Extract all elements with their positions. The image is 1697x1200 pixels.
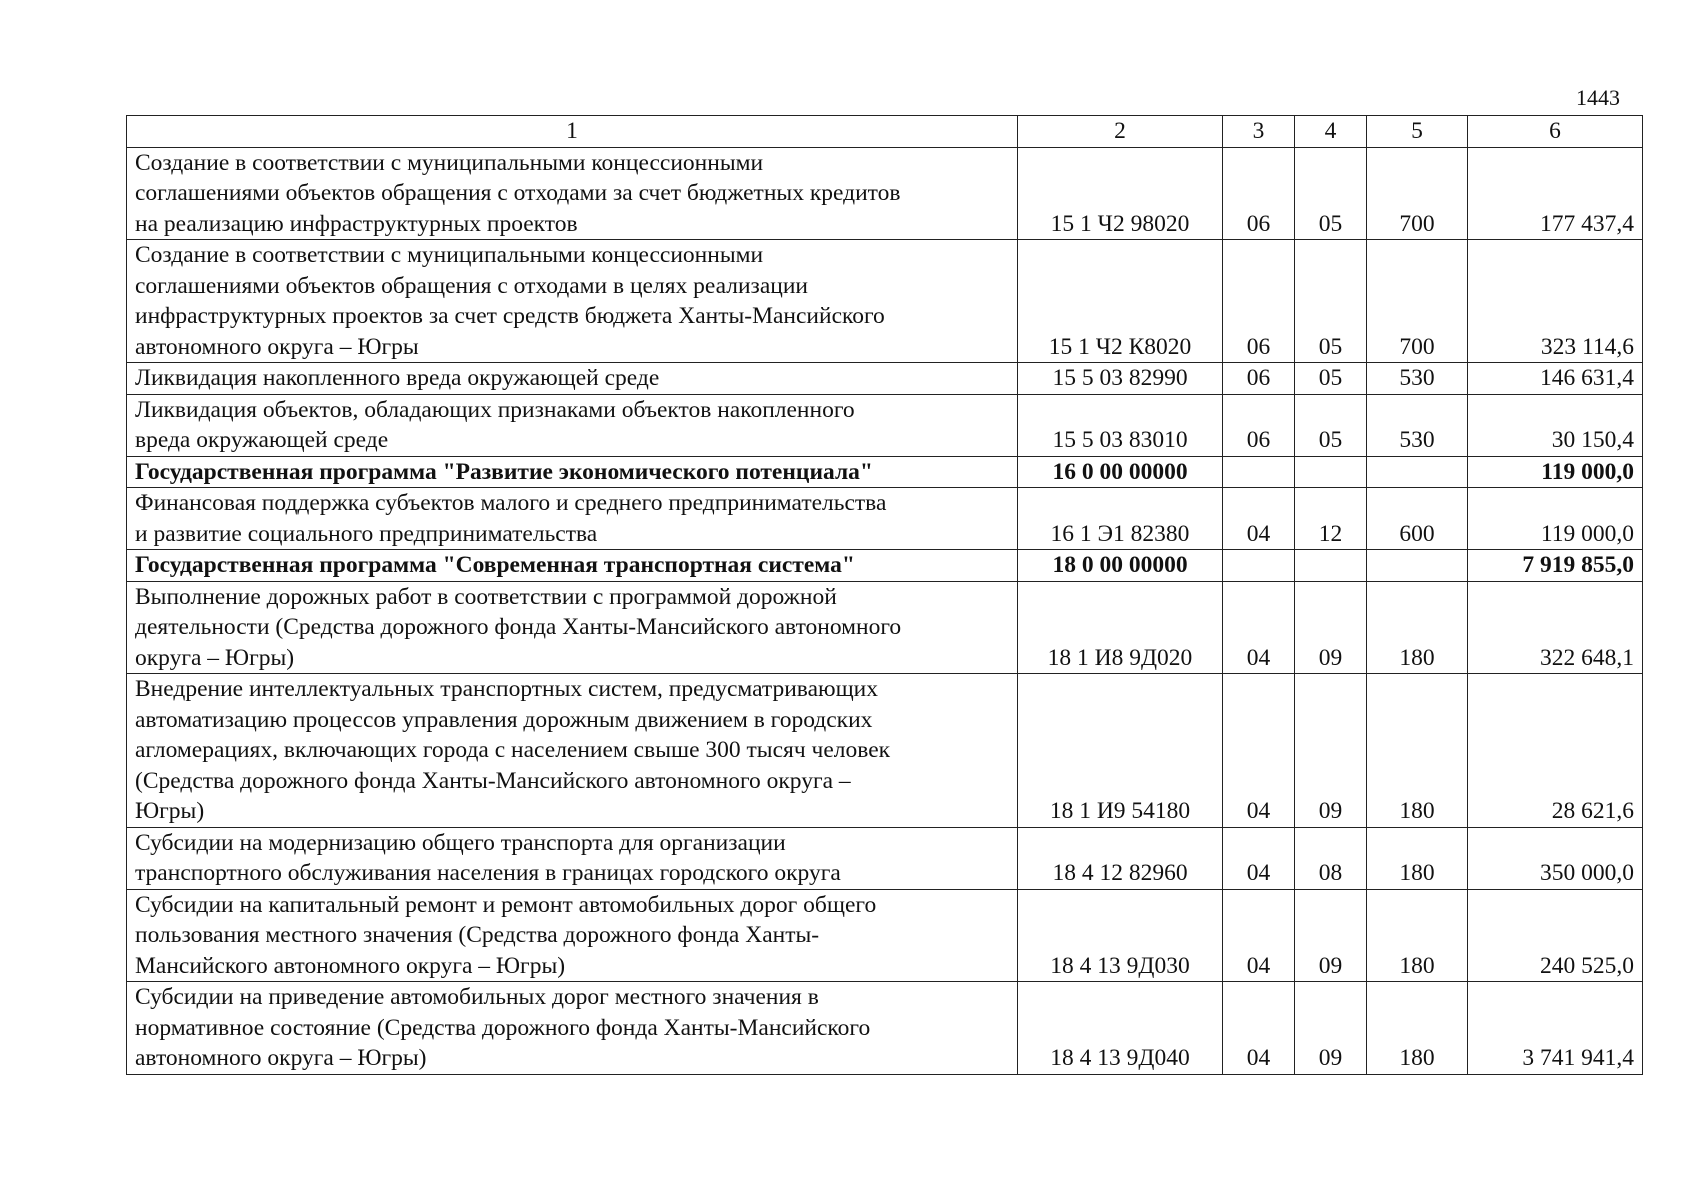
description-line: агломерациях, включающих города с населением свыше 300 тысяч человек	[135, 737, 891, 763]
subsection-code	[1295, 456, 1367, 488]
program-title: Государственная программа "Развитие экономического потенциала"	[135, 458, 873, 485]
table-row	[127, 488, 1643, 550]
expense-type-code: 180	[1367, 889, 1468, 982]
target-article-code: 18 0 00 00000	[1018, 550, 1223, 582]
section-code	[1223, 456, 1295, 488]
target-article-code: 18 4 12 82960	[1018, 827, 1223, 889]
description-line: Внедрение интеллектуальных транспортных систем, предусматривающих	[135, 676, 879, 702]
description-line: автоматизацию процессов управления дорожным движением в городских	[135, 706, 873, 733]
expense-type-code: 180	[1367, 982, 1468, 1075]
description-line: деятельности (Средства дорожного фонда Ханты-Мансийского автономного	[135, 614, 902, 640]
description-line: пользования местного значения (Средства дорожного фонда Ханты-	[135, 922, 820, 948]
amount: 240 525,0	[1468, 889, 1643, 982]
subsection-code: 05	[1295, 363, 1367, 395]
description-line: Югры)	[135, 798, 205, 824]
expense-type-code: 180	[1367, 674, 1468, 828]
description-line: соглашениями объектов обращения с отходами за счет бюджетных кредитов	[135, 180, 901, 206]
target-article-code: 15 5 03 82990	[1018, 363, 1223, 395]
amount: 3 741 941,4	[1468, 982, 1643, 1075]
expense-type-code: 180	[1367, 827, 1468, 889]
table-row	[127, 674, 1643, 828]
amount: 350 000,0	[1468, 827, 1643, 889]
expense-type-code: 530	[1367, 394, 1468, 456]
section-code: 06	[1223, 394, 1295, 456]
expense-type-code: 700	[1367, 240, 1468, 363]
target-article-code: 18 4 13 9Д030	[1018, 889, 1223, 982]
target-article-code: 18 1 И9 54180	[1018, 674, 1223, 828]
target-article-code: 18 1 И8 9Д020	[1018, 581, 1223, 674]
amount: 322 648,1	[1468, 581, 1643, 674]
column-number: 5	[1367, 116, 1468, 148]
table-row	[127, 827, 1643, 889]
table-row	[127, 240, 1643, 363]
subsection-code: 05	[1295, 240, 1367, 363]
description-cell	[127, 889, 1018, 982]
table-row	[127, 982, 1643, 1075]
section-code: 04	[1223, 488, 1295, 550]
subsection-code: 05	[1295, 147, 1367, 240]
expense-type-code	[1367, 550, 1468, 582]
amount: 323 114,6	[1468, 240, 1643, 363]
description-cell	[127, 982, 1018, 1075]
column-number: 2	[1018, 116, 1223, 148]
section-code: 04	[1223, 581, 1295, 674]
target-article-code: 15 5 03 83010	[1018, 394, 1223, 456]
description-cell	[127, 394, 1018, 456]
description-cell	[127, 363, 1018, 395]
program-total-row	[127, 456, 1643, 488]
column-number: 4	[1295, 116, 1367, 148]
target-article-code: 16 0 00 00000	[1018, 456, 1223, 488]
description-line: Создание в соответствии с муниципальными концессионными	[135, 242, 764, 268]
amount: 28 621,6	[1468, 674, 1643, 828]
section-code: 04	[1223, 889, 1295, 982]
description-line: и развитие социального предпринимательства	[135, 520, 598, 547]
column-number: 1	[127, 116, 1018, 148]
description-line: Субсидии на капитальный ремонт и ремонт автомобильных дорог общего	[135, 891, 877, 918]
description-line: автономного округа – Югры)	[135, 1045, 427, 1071]
description-cell	[127, 456, 1018, 488]
section-code	[1223, 550, 1295, 582]
expense-type-code: 180	[1367, 581, 1468, 674]
table-row	[127, 147, 1643, 240]
amount: 119 000,0	[1468, 488, 1643, 550]
description-line: Субсидии на модернизацию общего транспорта для организации	[135, 829, 786, 856]
section-code: 04	[1223, 674, 1295, 828]
target-article-code: 16 1 Э1 82380	[1018, 488, 1223, 550]
description-line: Выполнение дорожных работ в соответствии с программой дорожной	[135, 583, 837, 610]
subsection-code: 05	[1295, 394, 1367, 456]
section-code: 06	[1223, 240, 1295, 363]
subsection-code: 12	[1295, 488, 1367, 550]
expense-type-code: 700	[1367, 147, 1468, 240]
description-cell	[127, 147, 1018, 240]
target-article-code: 15 1 Ч2 98020	[1018, 147, 1223, 240]
description-line: вреда окружающей среде	[135, 427, 389, 453]
description-line: на реализацию инфраструктурных проектов	[135, 210, 578, 237]
column-number: 6	[1468, 116, 1643, 148]
description-line: Мансийского автономного округа – Югры)	[135, 952, 566, 979]
description-line: Субсидии на приведение автомобильных дорог местного значения в	[135, 984, 819, 1010]
description-line: соглашениями объектов обращения с отходами в целях реализации	[135, 272, 808, 299]
description-line: Ликвидация накопленного вреда окружающей среде	[135, 365, 660, 391]
table-row	[127, 363, 1643, 395]
section-code: 04	[1223, 827, 1295, 889]
page-number: 1443	[1576, 85, 1620, 110]
description-cell	[127, 550, 1018, 582]
subsection-code: 09	[1295, 674, 1367, 828]
amount: 146 631,4	[1468, 363, 1643, 395]
description-cell	[127, 488, 1018, 550]
section-code: 06	[1223, 363, 1295, 395]
subsection-code	[1295, 550, 1367, 582]
description-line: инфраструктурных проектов за счет средств бюджета Ханты-Мансийского	[135, 303, 885, 329]
expense-type-code	[1367, 456, 1468, 488]
column-number: 3	[1223, 116, 1295, 148]
section-code: 06	[1223, 147, 1295, 240]
table-row	[127, 581, 1643, 674]
table-row	[127, 889, 1643, 982]
description-line: транспортного обслуживания населения в границах городского округа	[135, 860, 841, 886]
description-line: (Средства дорожного фонда Ханты-Мансийского автономного округа –	[135, 767, 851, 794]
amount: 30 150,4	[1468, 394, 1643, 456]
section-code: 04	[1223, 982, 1295, 1075]
program-title: Государственная программа "Современная транспортная система"	[135, 552, 855, 578]
subsection-code: 09	[1295, 581, 1367, 674]
description-line: автономного округа – Югры	[135, 333, 419, 360]
column-number-row	[127, 116, 1643, 148]
target-article-code: 15 1 Ч2 К8020	[1018, 240, 1223, 363]
description-cell	[127, 827, 1018, 889]
amount: 177 437,4	[1468, 147, 1643, 240]
expense-type-code: 530	[1367, 363, 1468, 395]
description-line: нормативное состояние (Средства дорожного фонда Ханты-Мансийского	[135, 1014, 871, 1041]
description-line: Ликвидация объектов, обладающих признаками объектов накопленного	[135, 396, 855, 423]
program-total-row	[127, 550, 1643, 582]
description-cell	[127, 674, 1018, 828]
subsection-code: 09	[1295, 889, 1367, 982]
description-line: Создание в соответствии с муниципальными концессионными	[135, 149, 764, 176]
description-line: Финансовая поддержка субъектов малого и среднего предпринимательства	[135, 490, 887, 516]
program-total-amount: 7 919 855,0	[1468, 550, 1643, 582]
description-cell	[127, 581, 1018, 674]
subsection-code: 09	[1295, 982, 1367, 1075]
budget-table	[126, 115, 1643, 1075]
description-cell	[127, 240, 1018, 363]
program-total-amount: 119 000,0	[1468, 456, 1643, 488]
subsection-code: 08	[1295, 827, 1367, 889]
target-article-code: 18 4 13 9Д040	[1018, 982, 1223, 1075]
description-line: округа – Югры)	[135, 644, 295, 671]
expense-type-code: 600	[1367, 488, 1468, 550]
table-row	[127, 394, 1643, 456]
